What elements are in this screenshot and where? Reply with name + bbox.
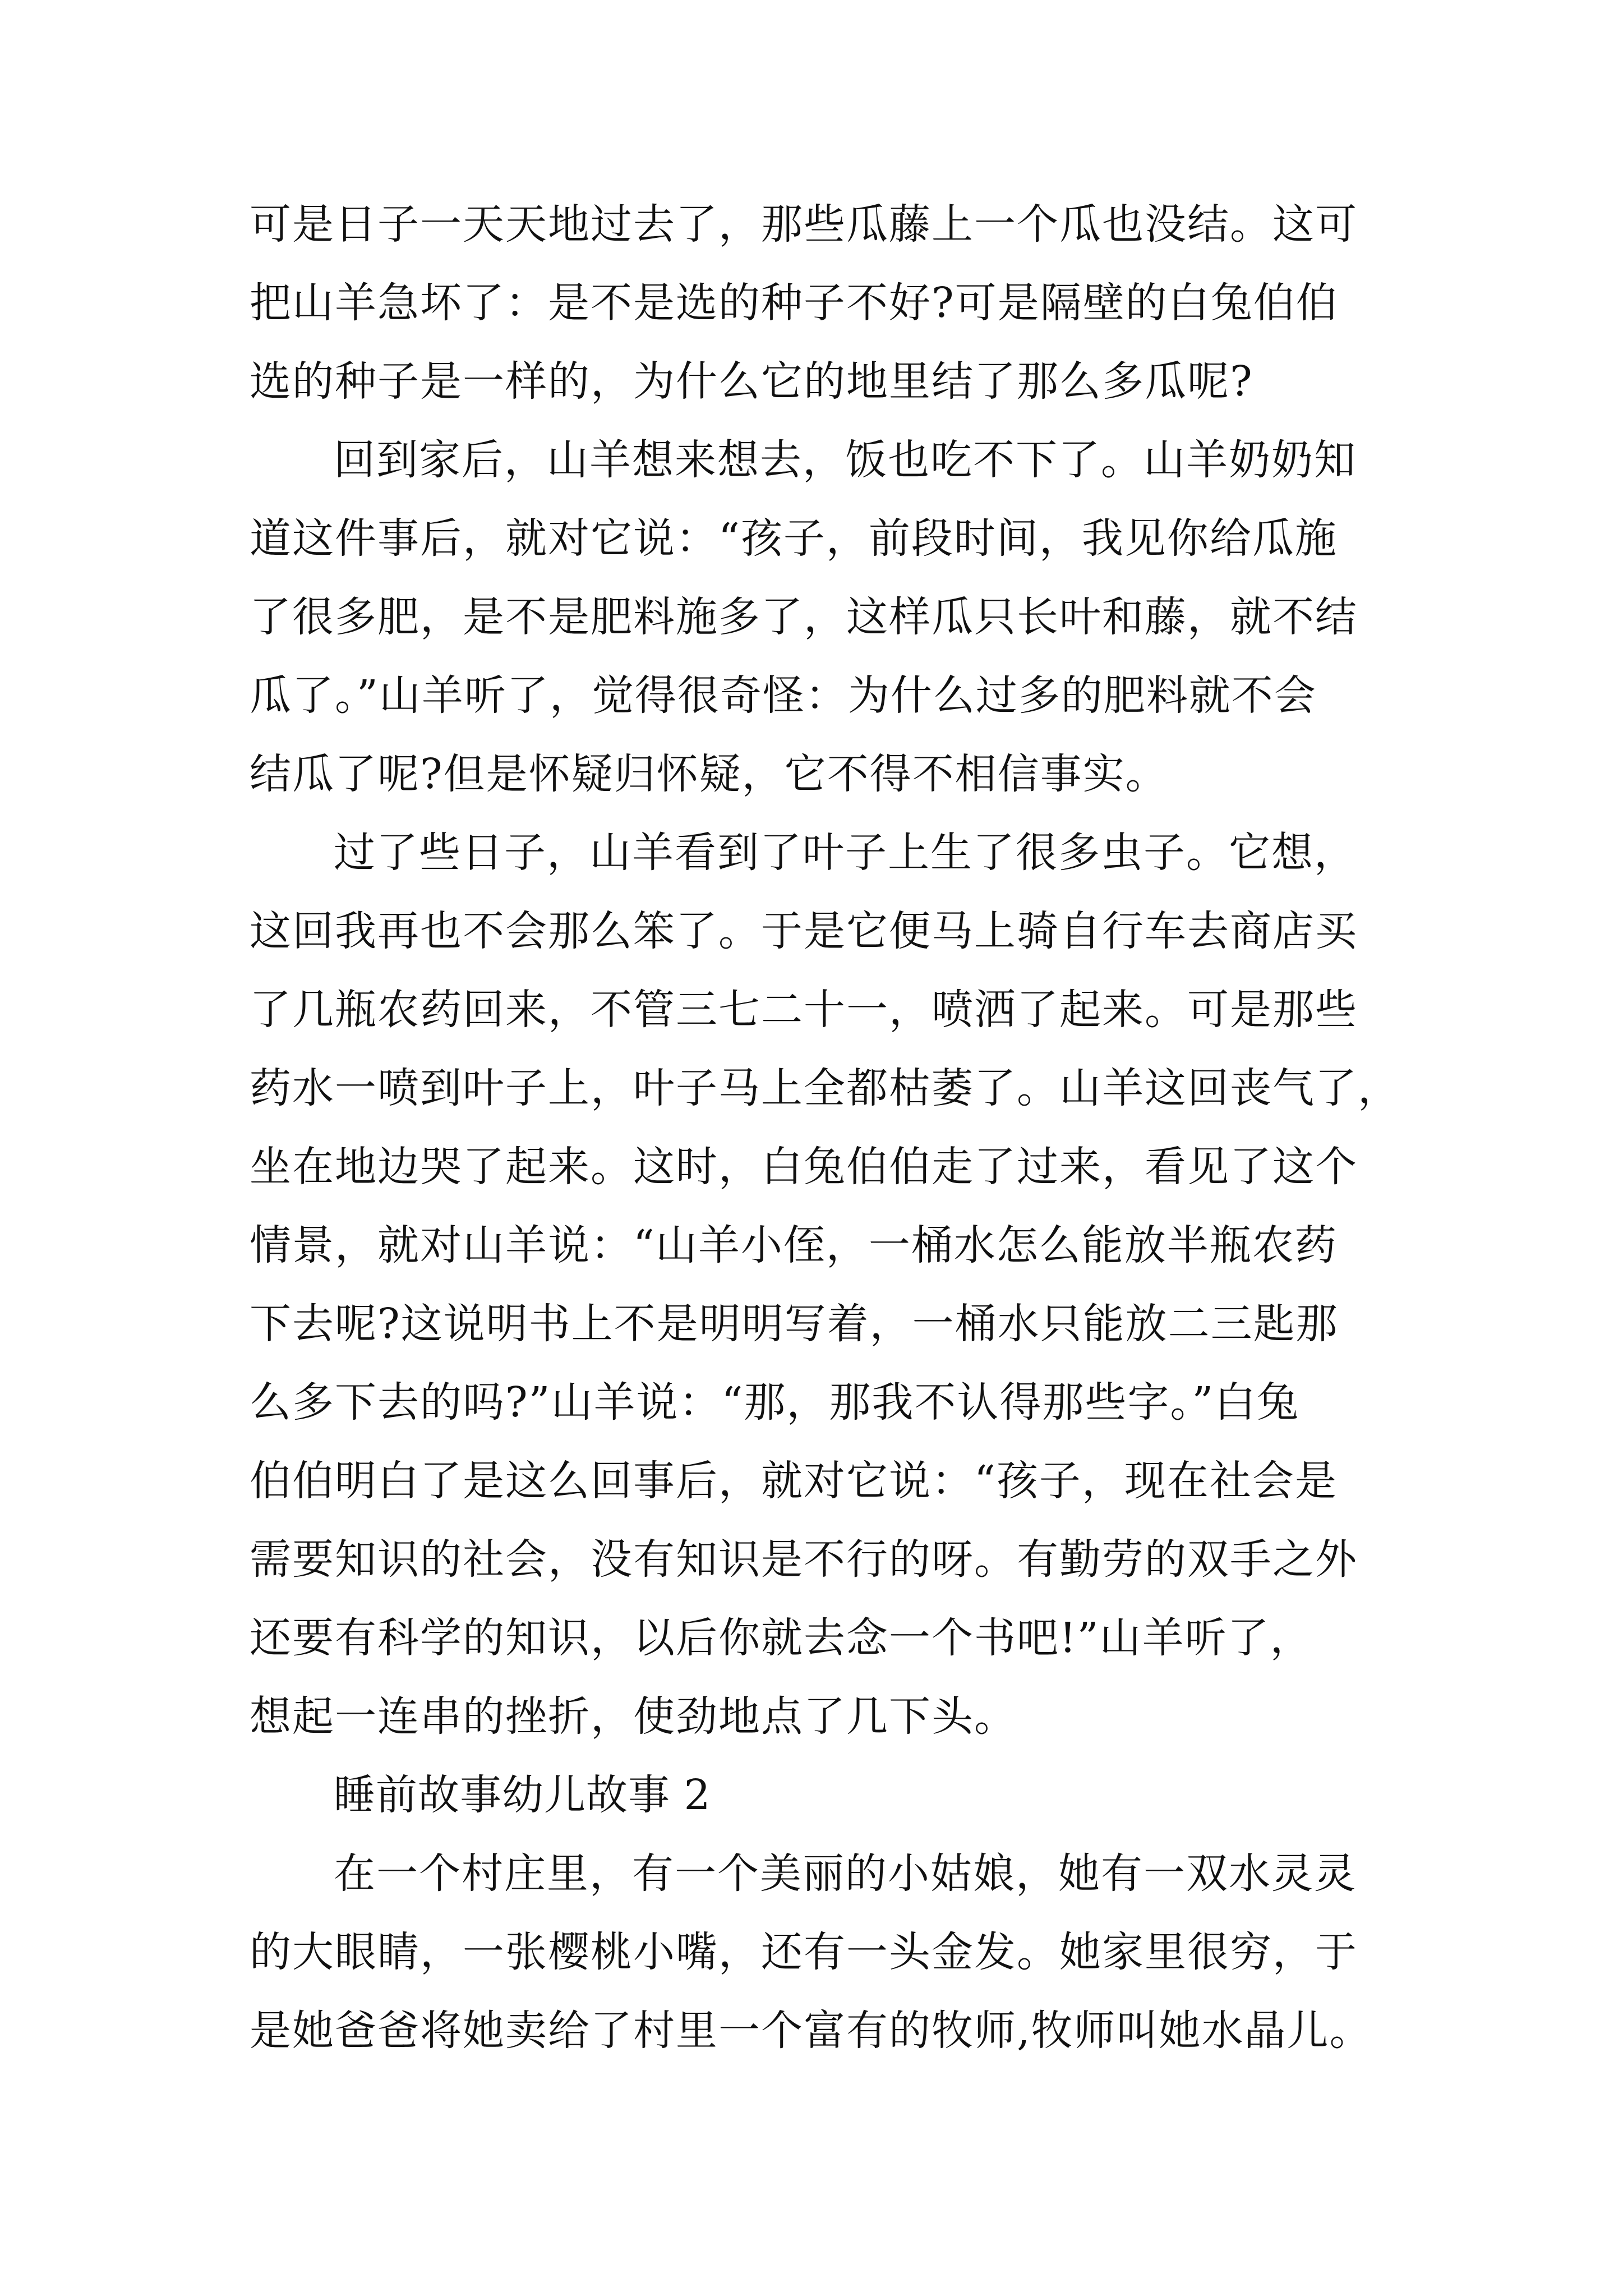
- text-line: 选的种子是一样的，为什么它的地里结了那么多瓜呢?: [250, 357, 1253, 406]
- text-line: 瓜了。”山羊听了，觉得很奇怪：为什么过多的肥料就不会: [250, 671, 1317, 720]
- text-line: 结瓜了呢?但是怀疑归怀疑，它不得不相信事实。: [250, 750, 1168, 798]
- paragraph-start-line: 在一个村庄里，有一个美丽的小姑娘，她有一双水灵灵: [334, 1849, 1357, 1898]
- text-line: 了很多肥，是不是肥料施多了，这样瓜只长叶和藤，就不结: [250, 593, 1358, 641]
- text-line: 么多下去的吗?”山羊说：“那，那我不认得那些字。”白兔: [250, 1378, 1300, 1427]
- paragraph-start-line: 回到家后，山羊想来想去，饭也吃不下了。山羊奶奶知: [334, 436, 1357, 484]
- text-line: 情景，就对山羊说：“山羊小侄，一桶水怎么能放半瓶农药: [250, 1221, 1338, 1269]
- text-line: 还要有科学的知识，以后你就去念一个书吧!”山羊听了，: [250, 1614, 1313, 1662]
- section-heading: 睡前故事幼儿故事 2: [334, 1771, 711, 1819]
- text-line: 把山羊急坏了：是不是选的种子不好?可是隔壁的白兔伯伯: [250, 279, 1339, 327]
- text-line: 坐在地边哭了起来。这时，白兔伯伯走了过来，看见了这个: [250, 1143, 1358, 1191]
- text-line: 下去呢?这说明书上不是明明写着，一桶水只能放二三匙那: [250, 1300, 1339, 1348]
- text-line: 是她爸爸将她卖给了村里一个富有的牧师,牧师叫她水晶儿。: [250, 2007, 1372, 2055]
- text-line: 需要知识的社会，没有知识是不行的呀。有勤劳的双手之外: [250, 1535, 1358, 1584]
- paragraph-start-line: 过了些日子，山羊看到了叶子上生了很多虫子。它想，: [334, 829, 1357, 877]
- text-line: 这回我再也不会那么笨了。于是它便马上骑自行车去商店买: [250, 907, 1358, 955]
- text-line: 想起一连串的挫折，使劲地点了几下头。: [250, 1692, 1017, 1741]
- text-line: 道这件事后，就对它说：“孩子，前段时间，我见你给瓜施: [250, 514, 1338, 563]
- text-line: 可是日子一天天地过去了，那些瓜藤上一个瓜也没结。这可: [250, 200, 1358, 249]
- text-line: 药水一喷到叶子上，叶子马上全都枯萎了。山羊这回丧气了，: [250, 1064, 1400, 1112]
- body-text: [250, 185, 1402, 2070]
- text-line: 的大眼睛，一张樱桃小嘴，还有一头金发。她家里很穷，于: [250, 1928, 1358, 1976]
- text-line: 伯伯明白了是这么回事后，就对它说：“孩子，现在社会是: [250, 1457, 1338, 1505]
- text-line: 了几瓶农药回来，不管三七二十一，喷洒了起来。可是那些: [250, 986, 1358, 1034]
